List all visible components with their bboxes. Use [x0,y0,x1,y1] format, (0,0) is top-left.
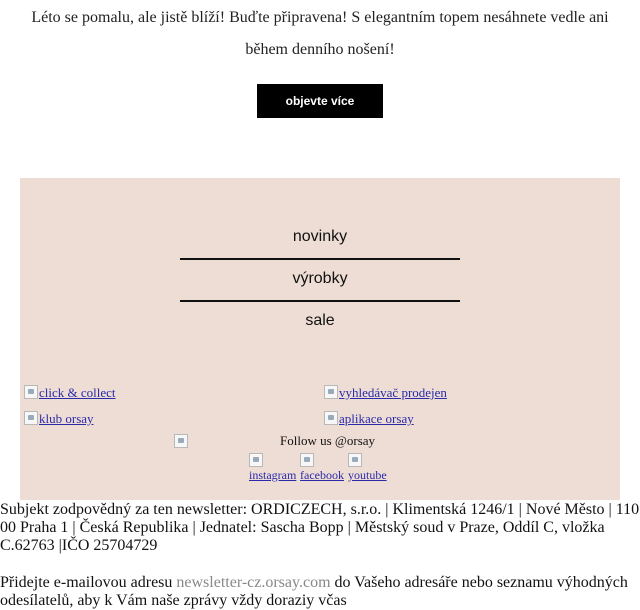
safe-sender-prefix: Přidejte e-mailovou adresu [0,574,177,591]
youtube-label: youtube [348,468,387,482]
safe-sender-suffix: do Vašeho adresáře nebo seznamu výhodných odesílatelů, aby k Vám naše zprávy vždy doraziy včas [0,574,628,609]
safe-sender-note [0,574,640,610]
broken-image-icon [24,385,38,399]
store-finder-link[interactable] [324,385,447,401]
broken-image-icon [174,434,188,448]
intro-line-2: během denního nošení! [245,41,395,58]
facebook-link[interactable] [300,454,344,483]
navigation-panel [20,178,620,500]
youtube-link[interactable] [348,454,387,483]
club-orsay-label: klub orsay [39,411,94,426]
broken-image-icon [324,411,338,425]
broken-image-icon [324,385,338,399]
nav-item-novinky[interactable]: novinky [292,228,348,245]
nav-divider [180,300,460,302]
intro-line-1: Léto se pomalu, ale jistě blíží! Buďte připravena! S elegantním topem nesáhnete vedle ani [31,9,609,26]
app-orsay-link[interactable] [324,411,414,427]
intro-text [20,2,620,66]
facebook-icon [300,453,314,467]
youtube-icon [348,453,362,467]
instagram-link[interactable] [249,454,296,483]
nav-item-sale[interactable]: sale [305,312,335,329]
instagram-label: instagram [249,468,297,482]
instagram-icon [249,453,263,467]
facebook-label: facebook [300,468,344,482]
app-orsay-label: aplikace orsay [339,411,414,426]
nav-item-vyrobky[interactable]: výrobky [292,270,348,287]
legal-footer: Subjekt zodpovědný za ten newsletter: ORDICZECH, s.r.o. | Klimentská 1246/1 | Nové Město | 110 00 Praha 1 | Česká Republika | Jednatel: Sascha Bopp | Městský soud v Praze, Oddíl C, vložka C.62763 |IČO 25704729 [0,501,640,554]
store-finder-label: vyhledávač prodejen [339,385,447,400]
click-collect-label: click & collect [39,385,116,400]
nav-divider [180,258,460,260]
newsletter-domain: newsletter-cz.orsay.com [176,574,331,591]
club-orsay-link[interactable] [24,411,94,427]
broken-image-icon [24,411,38,425]
discover-more-button[interactable]: objevte více [257,84,383,118]
follow-us-text: Follow us @orsay [280,433,376,448]
click-collect-link[interactable] [24,385,116,401]
